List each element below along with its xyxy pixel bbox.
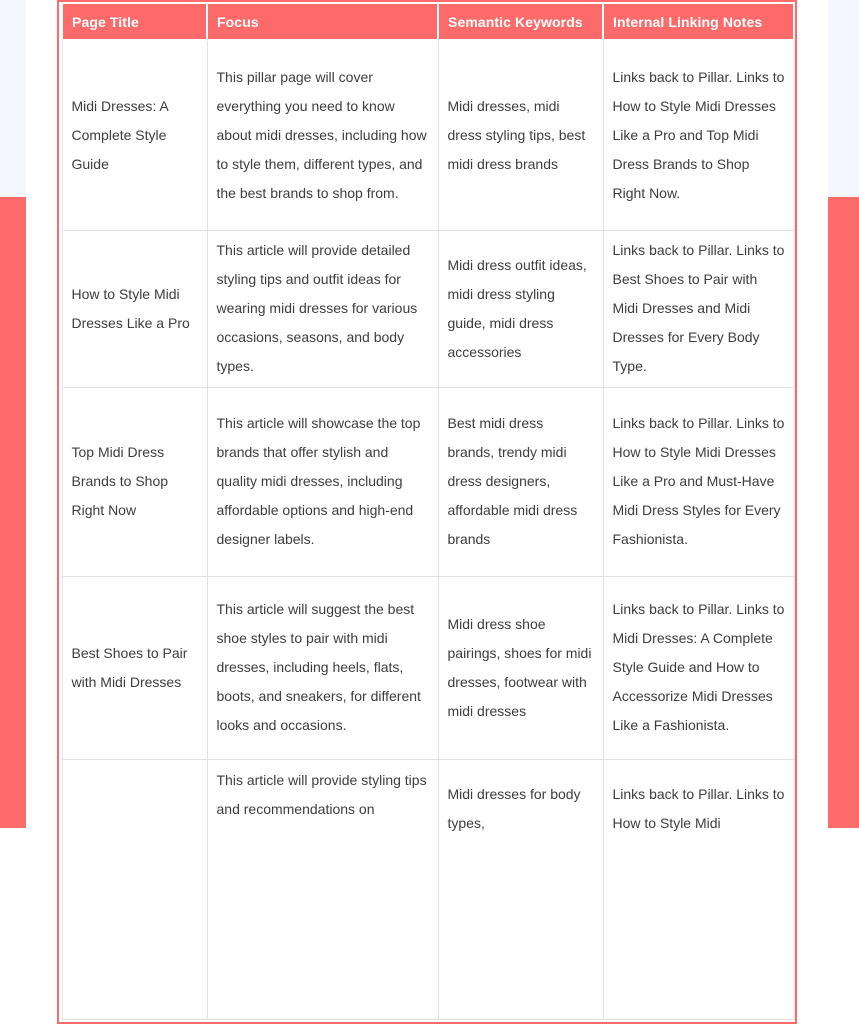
table-row <box>62 759 794 1019</box>
page-edge-strip-left <box>0 0 26 197</box>
cell-focus: This article will showcase the top brands that offer stylish and quality midi dresses, including affordable options and high-end designer labels. <box>207 387 438 576</box>
table-row <box>62 387 794 576</box>
cell-internal-linking-notes: Links back to Pillar. Links to Midi Dresses: A Complete Style Guide and How to Accessorize Midi Dresses Like a Fashionista. <box>603 576 794 759</box>
cell-page-title: Top Midi Dress Brands to Shop Right Now <box>62 387 207 576</box>
cell-focus: This pillar page will cover everything you need to know about midi dresses, including how to style them, different types, and the best brands to shop from. <box>207 40 438 230</box>
cell-focus: This article will suggest the best shoe styles to pair with midi dresses, including heels, flats, boots, and sneakers, for different looks and occasions. <box>207 576 438 759</box>
column-header-semantic-keywords: Semantic Keywords <box>438 3 603 40</box>
cell-internal-linking-notes: Links back to Pillar. Links to How to Style Midi Dresses Like a Pro and Must-Have Midi Dress Styles for Every Fashionista. <box>603 387 794 576</box>
content-plan-table-grid <box>61 2 795 1020</box>
content-plan-table <box>57 0 797 1024</box>
cell-internal-linking-notes: Links back to Pillar. Links to Best Shoes to Pair with Midi Dresses and Midi Dresses for Every Body Type. <box>603 230 794 387</box>
cell-page-title <box>62 759 207 1019</box>
cell-page-title: Best Shoes to Pair with Midi Dresses <box>62 576 207 759</box>
table-row <box>62 40 794 230</box>
table-row <box>62 576 794 759</box>
cell-page-title: Midi Dresses: A Complete Style Guide <box>62 40 207 230</box>
table-row <box>62 230 794 387</box>
cell-internal-linking-notes: Links back to Pillar. Links to How to Style Midi <box>603 759 794 1019</box>
cell-semantic-keywords: Midi dresses for body types, <box>438 759 603 1019</box>
cell-semantic-keywords: Best midi dress brands, trendy midi dress designers, affordable midi dress brands <box>438 387 603 576</box>
page-section-bar-left <box>0 197 26 828</box>
column-header-internal-linking-notes: Internal Linking Notes <box>603 3 794 40</box>
table-header-row <box>62 3 794 40</box>
column-header-page-title: Page Title <box>62 3 207 40</box>
page-edge-strip-right <box>828 0 859 197</box>
cell-page-title: How to Style Midi Dresses Like a Pro <box>62 230 207 387</box>
cell-semantic-keywords: Midi dresses, midi dress styling tips, best midi dress brands <box>438 40 603 230</box>
column-header-focus: Focus <box>207 3 438 40</box>
page-section-bar-right <box>828 197 859 828</box>
cell-internal-linking-notes: Links back to Pillar. Links to How to Style Midi Dresses Like a Pro and Top Midi Dress Brands to Shop Right Now. <box>603 40 794 230</box>
cell-focus: This article will provide styling tips and recommendations on <box>207 759 438 1019</box>
cell-semantic-keywords: Midi dress shoe pairings, shoes for midi dresses, footwear with midi dresses <box>438 576 603 759</box>
cell-semantic-keywords: Midi dress outfit ideas, midi dress styling guide, midi dress accessories <box>438 230 603 387</box>
cell-focus: This article will provide detailed styling tips and outfit ideas for wearing midi dresses for various occasions, seasons, and body types. <box>207 230 438 387</box>
